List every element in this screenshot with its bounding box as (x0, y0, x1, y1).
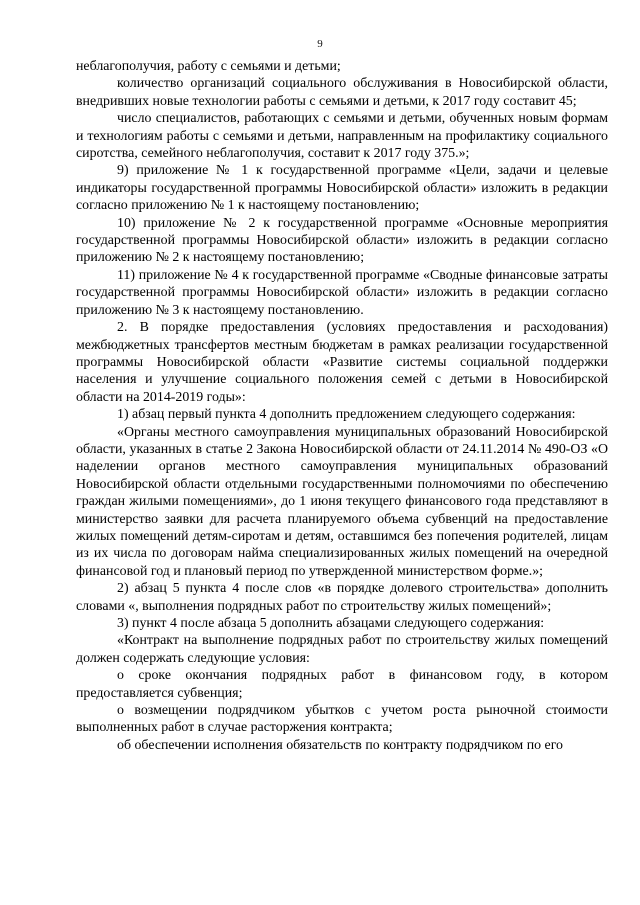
paragraph: количество организаций социального обслуживания в Новосибирской области, внедривших новые технологии работы с семьями и детьми, к 2017 году составит 45; (76, 76, 608, 109)
paragraph: о сроке окончания подрядных работ в финансовом году, в котором предоставляется субвенция; (76, 668, 608, 701)
paragraph: 1) абзац первый пункта 4 дополнить предложением следующего содержания: (117, 407, 576, 423)
paragraph: об обеспечении исполнения обязательств по контракту подрядчиком по его (117, 737, 564, 753)
paragraph: 2) абзац 5 пункта 4 после слов «в порядке долевого строительства» дополнить словами «, выполнения подрядных работ по строительству жилых помещений»; (76, 581, 608, 614)
paragraph: неблагополучия, работу с семьями и детьми; (76, 59, 341, 74)
paragraph: о возмещении подрядчиком убытков с учетом роста рыночной стоимости выполненных работ в случае расторжения контракта; (76, 703, 608, 736)
paragraph: 2. В порядке предоставления (условиях предоставления и расходования) межбюджетных трансфертов местным бюджетам в рамках реализации государственной программы Новосибирской области «Развитие системы социальной поддержки населения и улучшение социального положения семей с детьми в Новосибирской области на 2014-2019 годы»: (76, 320, 608, 405)
page-number: 9 (317, 38, 323, 50)
paragraph: 11) приложение № 4 к государственной программе «Сводные финансовые затраты государственной программы Новосибирской области» изложить в редакции согласно приложению № 3 к настоящему постановлению. (76, 267, 608, 318)
body-text (76, 58, 608, 754)
paragraph: 9) приложение № 1 к государственной программе «Цели, задачи и целевые индикаторы государственной программы Новосибирской области» изложить в редакции согласно приложению № 1 к настоящему постановлению; (76, 163, 608, 214)
paragraph: 10) приложение № 2 к государственной программе «Основные мероприятия государственной программы Новосибирской области» изложить в редакции согласно приложению № 2 к настоящему постановлению; (76, 215, 608, 266)
paragraph: «Органы местного самоуправления муниципальных образований Новосибирской области, указанных в статье 2 Закона Новосибирской области от 24.11.2014 № 490-ОЗ «О наделении органов местного самоуправления муниципальных образований Новосибирской области отдельными государственными полномочиями по обеспечению граждан жилыми помещениями», до 1 июня текущего финансового года представляют в министерство заявки для расчета планируемого объема субвенций на предоставление жилых помещений детям-сиротам и детям, оставшимся без попечения родителей, лицам из их числа по договорам найма специализированных жилых помещений на очередной финансовой год и плановый период по утвержденной министерством форме.»; (76, 424, 608, 579)
paragraph: «Контракт на выполнение подрядных работ по строительству жилых помещений должен содержать следующие условия: (76, 633, 608, 666)
paragraph: 3) пункт 4 после абзаца 5 дополнить абзацами следующего содержания: (117, 616, 545, 631)
paragraph: число специалистов, работающих с семьями и детьми, обученных новым формам и технологиям работы с семьями и детьми, направленным на профилактику социального сиротства, семейного неблагополучия, составит к 2017 году 375.»; (76, 111, 608, 162)
